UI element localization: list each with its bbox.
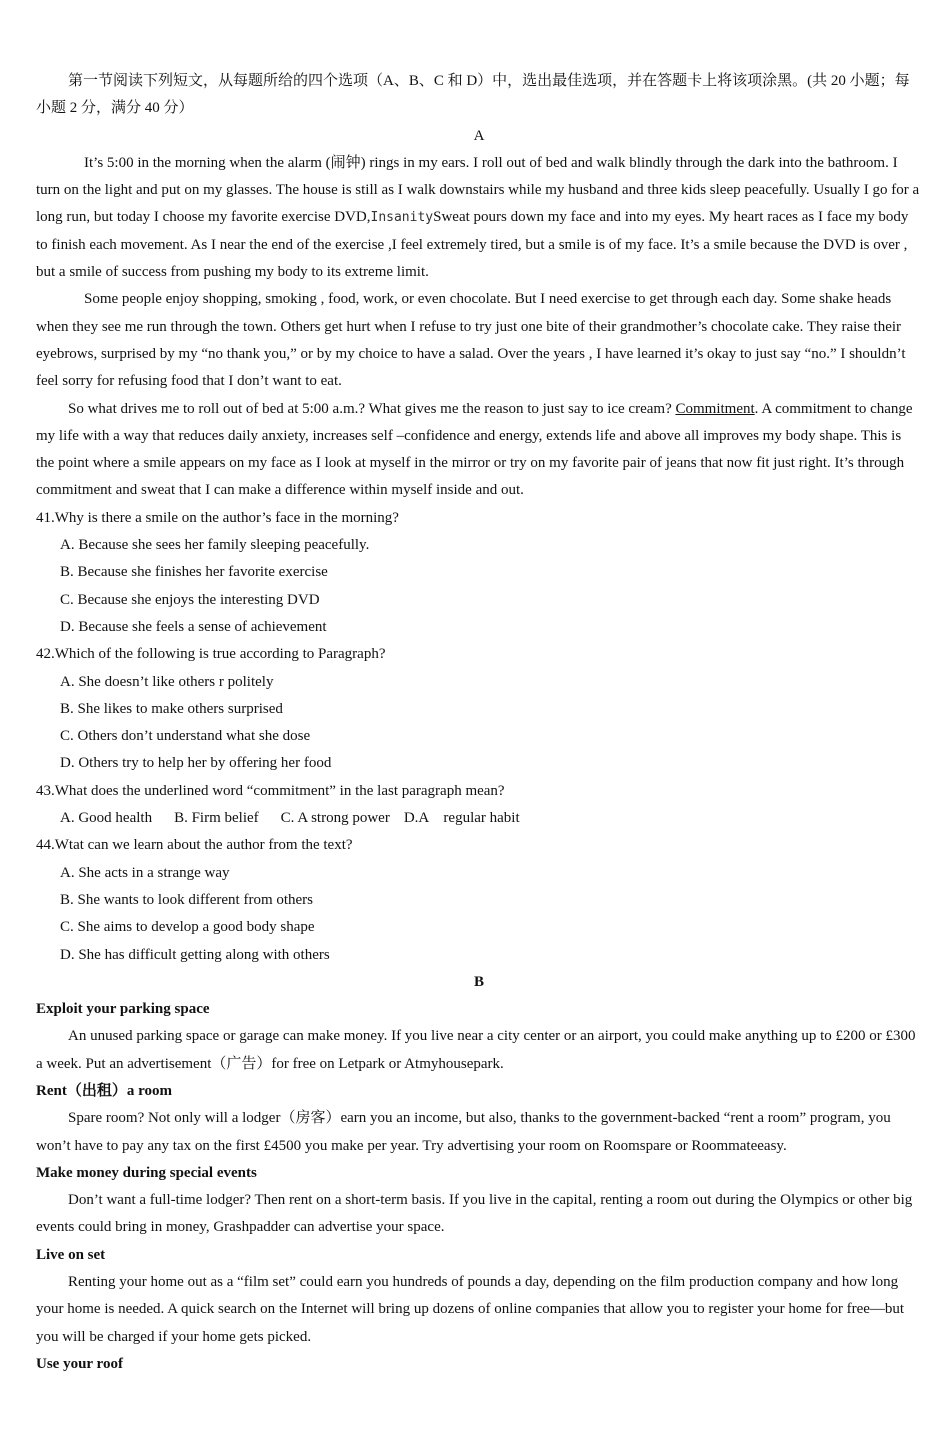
question-42-option-a: A. She doesn’t like others r politely: [60, 673, 274, 690]
question-43-option-c: C. A strong power: [280, 810, 390, 827]
question-41-option-a: A. Because she sees her family sleeping peacefully.: [60, 537, 370, 554]
passage-a-paragraph-1: [36, 150, 922, 286]
passage-b-heading-special-events: Make money during special events: [36, 1164, 257, 1181]
exam-page: [36, 68, 922, 1378]
passage-b-text-rent-room: Spare room? Not only will a lodger（房客）earn you an income, but also, thanks to the government-backed “rent a room” program, you won’t have to pay any tax on the first £4500 you make per year. Try advertising your room on Roomspare or Roommateeasy.: [36, 1110, 891, 1154]
passage-b-heading-use-roof: Use your roof: [36, 1355, 123, 1372]
question-43-option-b: B. Firm belief: [174, 810, 259, 827]
question-44-option-d: D. She has difficult getting along with others: [60, 946, 330, 963]
question-41-option-d: D. Because she feels a sense of achievement: [60, 618, 327, 635]
passage-a-paragraph-3: [36, 396, 922, 505]
passage-b-text-parking: An unused parking space or garage can make money. If you live near a city center or an airport, you could make anything up to £200 or £300 a week. Put an advertisement（广告）for free on Letpark or Atmyhousepark.: [36, 1028, 916, 1072]
passage-b-heading-rent-room: Rent（出租）a room: [36, 1082, 172, 1099]
passage-b-label: B: [473, 973, 484, 990]
passage-a-label: A: [473, 127, 485, 144]
question-42-option-b: B. She likes to make others surprised: [60, 700, 283, 717]
passage-b-heading-live-on-set: Live on set: [36, 1246, 106, 1263]
question-41-stem: 41.Why is there a smile on the author’s face in the morning?: [36, 509, 399, 526]
question-44-option-a: A. She acts in a strange way: [60, 864, 230, 881]
question-42-option-d: D. Others try to help her by offering her food: [60, 755, 332, 772]
passage-a-paragraph-3-end: . A commitment to change my life with a way that reduces daily anxiety, increases self –confidence and energy, extends life and above all improves my body shape. This is the point where a smile appears on my face as I look at myself in the mirror or try on my favorite pair of jeans that now fit just right. It’s through commitment and sweat that I can make a difference within myself inside and out.: [36, 400, 913, 499]
passage-b-text-special-events: Don’t want a full-time lodger? Then rent on a short-term basis. If you live in the capital, renting a room out during the Olympics or other big events could bring in money, Grashpadder can advertise your space.: [36, 1192, 913, 1236]
passage-b-text-live-on-set: Renting your home out as a “film set” could earn you hundreds of pounds a day, depending on the film production company and how long your home is needed. A quick search on the Internet will bring up dozens of online companies that allow you to register your home for free—but you will be charged if your home gets picked.: [36, 1274, 905, 1345]
passage-a-paragraph-3-start: So what drives me to roll out of bed at 5:00 a.m.? What gives me the reason to just say to ice cream?: [68, 400, 672, 417]
question-44-option-c: C. She aims to develop a good body shape: [60, 919, 315, 936]
passage-a-paragraph-1-end: Sweat pours down my face and into my eyes. My heart races as I face my body to finish each movement. As I near the end of the exercise ,I feel extremely tired, but a smile is of my face. It’s a smile because the DVD is over , but a smile of success from pushing my body to its extreme limit.: [36, 209, 909, 281]
passage-a-paragraph-1-start: It’s 5:00 in the morning when the alarm (闹钟) rings in my ears. I roll out of bed and walk blindly through the dark into the bathroom. I turn on the light and put on my glasses. The house is still as I walk downstairs while my husband and three kids sleep peacefully. Usually I go for a long run, but today I choose my favorite exercise DVD,: [36, 154, 920, 226]
question-43-option-d: D.A regular habit: [403, 810, 520, 827]
question-41-option-c: C. Because she enjoys the interesting DVD: [60, 591, 320, 608]
section-instructions: 第一节阅读下列短文，从每题所给的四个选项（A、B、C 和 D）中，选出最佳选项，并在答题卡上将该项涂黑。(共 20 小题；每小题 2 分，满分 40 分）: [36, 73, 910, 117]
question-44-stem: 44.Wtat can we learn about the author from the text?: [36, 837, 353, 854]
dvd-title: Insanity: [370, 210, 434, 226]
question-43-stem: 43.What does the underlined word “commitment” in the last paragraph mean?: [36, 782, 505, 799]
question-44-option-b: B. She wants to look different from others: [60, 891, 314, 908]
passage-a-paragraph-2: Some people enjoy shopping, smoking , food, work, or even chocolate. But I need exercise to get through each day. Some shake heads when they see me run through the town. Others get hurt when I refuse to try just one bite of their grandmother’s chocolate cake. They raise their eyebrows, surprised by my “no thank you,” or by my choice to have a salad. Over the years , I have learned it’s okay to just say “no.” I shouldn’t feel sorry for refusing food that I don’t want to eat.: [36, 291, 906, 390]
question-42-stem: 42.Which of the following is true according to Paragraph?: [36, 646, 386, 663]
question-41-option-b: B. Because she finishes her favorite exercise: [60, 564, 328, 581]
passage-b-heading-parking: Exploit your parking space: [36, 1001, 210, 1018]
question-43-options: [36, 805, 922, 832]
question-43-option-a: A. Good health: [60, 810, 153, 827]
question-42-option-c: C. Others don’t understand what she dose: [60, 728, 311, 745]
underlined-word-commitment: Commitment: [675, 400, 755, 417]
